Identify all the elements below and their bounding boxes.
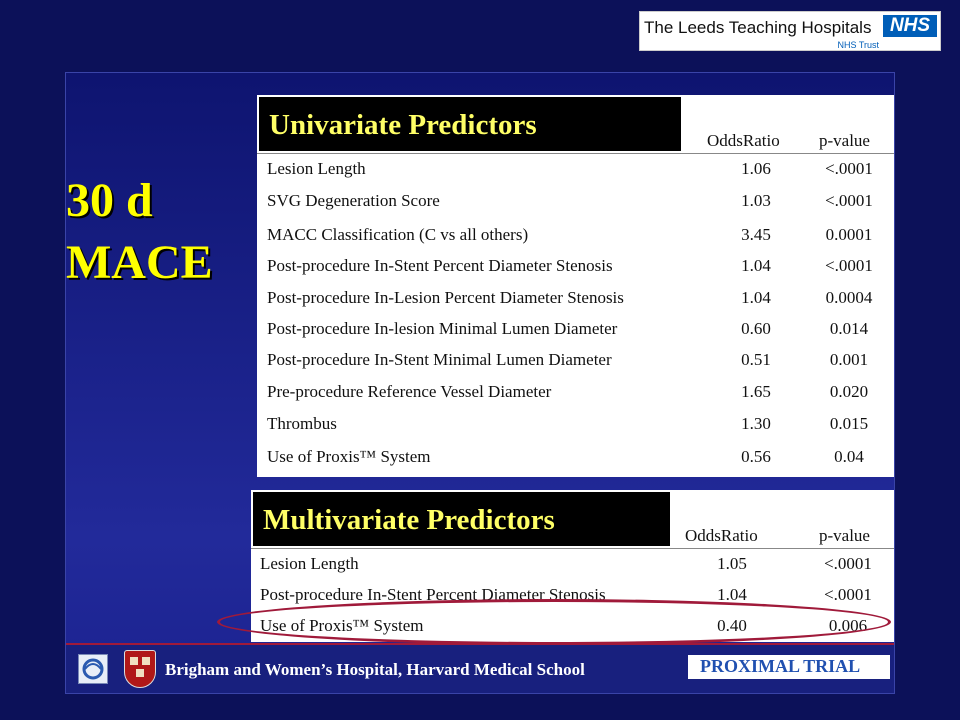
univariate-col-pvalue: p-value [819,131,870,150]
leeds-nhs-logo [639,11,941,51]
univariate-header [257,95,683,153]
row-oddsratio: 1.30 [741,414,771,433]
multivariate-title: Multivariate Predictors [263,504,555,536]
slide-title-line2: MACE [66,236,213,289]
row-label: Post-procedure In-lesion Minimal Lumen Diameter [267,319,618,338]
row-oddsratio: 1.05 [717,554,747,573]
univariate-title: Univariate Predictors [269,109,537,141]
row-oddsratio: 1.06 [741,159,771,178]
table-row [257,284,894,315]
row-pvalue: <.0001 [825,191,873,210]
row-oddsratio: 1.04 [717,585,747,604]
row-label: Post-procedure In-Stent Percent Diameter Stenosis [260,585,606,604]
slide-title-line1: 30 d [66,174,153,227]
row-label: Pre-procedure Reference Vessel Diameter [267,382,552,401]
row-label: MACC Classification (C vs all others) [267,225,529,244]
row-label: Lesion Length [267,159,366,178]
row-pvalue: <.0001 [824,585,872,604]
trial-badge [688,655,890,679]
table-row [257,252,894,283]
table-row [257,155,894,186]
row-pvalue: 0.04 [834,447,864,466]
logo-trust: NHS Trust [837,40,879,50]
row-oddsratio: 3.45 [741,225,771,244]
univariate-table [257,95,894,477]
trial-name: PROXIMAL TRIAL [700,656,861,676]
row-pvalue: 0.0001 [825,225,873,244]
table-row [257,187,894,218]
multivariate-header [251,490,672,548]
table-row [257,315,894,346]
multivariate-rule [251,548,894,549]
multivariate-col-pvalue: p-value [819,526,870,545]
univariate-col-oddsratio: OddsRatio [707,131,780,150]
row-label: Post-procedure In-Stent Minimal Lumen Diameter [267,350,612,369]
footer-bar [66,643,894,693]
row-oddsratio: 1.65 [741,382,771,401]
row-pvalue: <.0001 [825,256,873,275]
row-label: Post-procedure In-Stent Percent Diameter Stenosis [267,256,613,275]
row-pvalue: 0.006 [828,616,868,635]
table-row [257,378,894,409]
table-row [251,550,894,581]
institution-name: Brigham and Women’s Hospital, Harvard Medical School [165,660,585,679]
row-oddsratio: 0.40 [717,616,747,635]
row-pvalue: 0.014 [829,319,869,338]
row-label: Use of Proxis™ System [260,616,424,635]
row-pvalue: 0.015 [829,414,869,433]
row-pvalue: 0.0004 [825,288,873,307]
row-oddsratio: 1.03 [741,191,771,210]
harvard-shield-icon [124,650,156,688]
row-oddsratio: 0.60 [741,319,771,338]
row-oddsratio: 0.51 [741,350,771,369]
row-label: Lesion Length [260,554,359,573]
multivariate-col-oddsratio: OddsRatio [685,526,758,545]
table-row [257,221,894,252]
row-oddsratio: 1.04 [741,256,771,275]
row-label: Post-procedure In-Lesion Percent Diameter Stenosis [267,288,624,307]
nhs-badge: NHS [883,15,937,37]
logo-name: The Leeds Teaching Hospitals [644,18,872,37]
row-pvalue: <.0001 [825,159,873,178]
row-label: SVG Degeneration Score [267,191,440,210]
globe-logo-icon [78,654,108,684]
univariate-rule [257,153,894,154]
highlight-ellipse [217,599,891,645]
row-oddsratio: 0.56 [741,447,771,466]
row-label: Thrombus [267,414,337,433]
slide-title [66,170,213,294]
table-row [257,346,894,377]
row-pvalue: <.0001 [824,554,872,573]
table-row [257,443,894,474]
row-label: Use of Proxis™ System [267,447,431,466]
row-pvalue: 0.001 [829,350,869,369]
table-row [257,410,894,441]
row-pvalue: 0.020 [829,382,869,401]
row-oddsratio: 1.04 [741,288,771,307]
